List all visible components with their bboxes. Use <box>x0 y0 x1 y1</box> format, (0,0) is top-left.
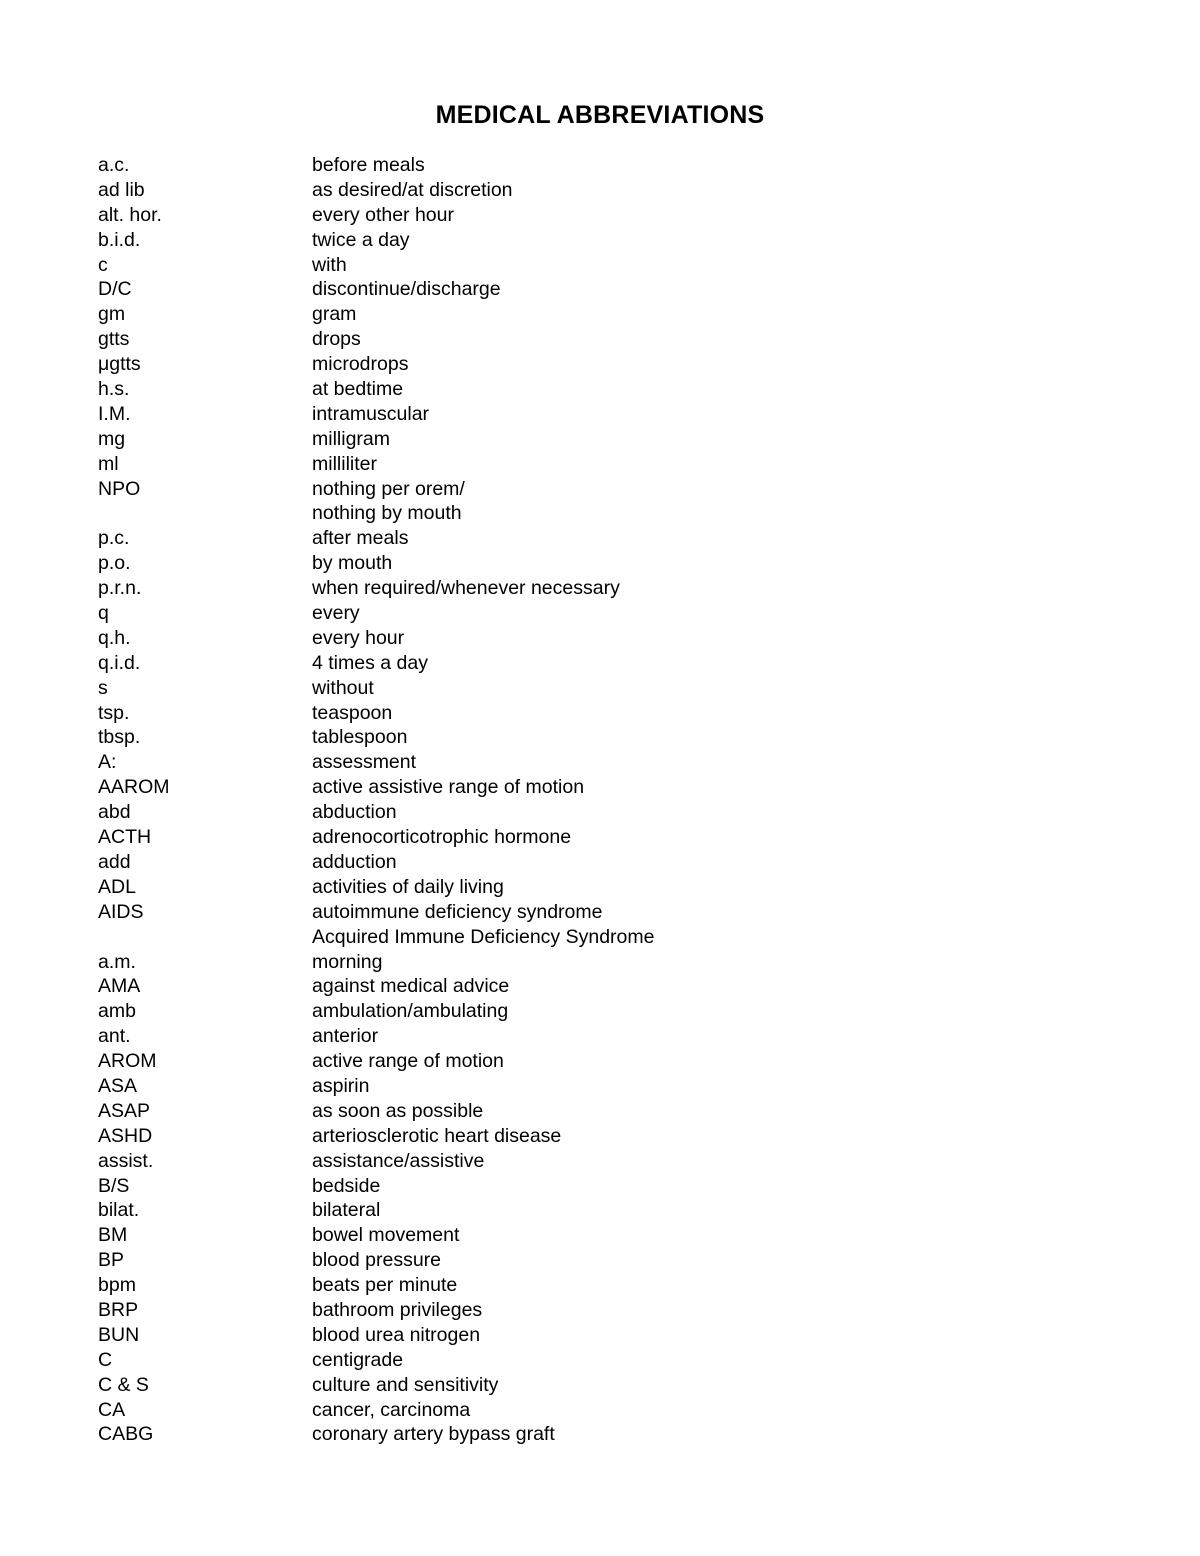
abbreviation-row <box>98 626 1098 651</box>
abbreviation-term <box>98 501 312 526</box>
page-title: MEDICAL ABBREVIATIONS <box>435 101 765 129</box>
abbreviation-term: AIDS <box>98 900 144 923</box>
abbreviation-row <box>98 1074 1098 1099</box>
abbreviation-definition: intramuscular <box>312 402 430 425</box>
abbreviation-definition: morning <box>312 950 383 973</box>
abbreviation-row <box>98 1298 1098 1323</box>
abbreviation-row <box>98 676 1098 701</box>
abbreviation-row <box>98 327 1098 352</box>
abbreviation-definition: as desired/at discretion <box>312 178 513 201</box>
abbreviation-term: assist. <box>98 1149 154 1172</box>
abbreviation-definition: tablespoon <box>312 726 408 749</box>
abbreviation-definition: milligram <box>312 427 390 450</box>
abbreviation-definition: drops <box>312 328 361 351</box>
abbreviation-row <box>98 1124 1098 1149</box>
abbreviation-term: mg <box>98 427 126 450</box>
abbreviation-definition: every hour <box>312 626 405 649</box>
abbreviation-row <box>98 1373 1098 1398</box>
abbreviation-term: C <box>98 1348 113 1371</box>
abbreviation-row <box>98 178 1098 203</box>
abbreviation-term: ASAP <box>98 1099 151 1122</box>
abbreviation-row <box>98 800 1098 825</box>
abbreviation-term: s <box>98 676 108 699</box>
abbreviation-term: bilat. <box>98 1199 140 1222</box>
abbreviation-row <box>98 501 1098 526</box>
abbreviation-term: tbsp. <box>98 726 141 749</box>
abbreviation-term: p.r.n. <box>98 577 142 600</box>
abbreviation-definition: at bedtime <box>312 378 404 401</box>
abbreviation-definition: anterior <box>312 1025 379 1048</box>
abbreviation-term: abd <box>98 801 131 824</box>
abbreviation-row <box>98 1348 1098 1373</box>
abbreviation-term: alt. hor. <box>98 203 162 226</box>
abbreviation-term: b.i.d. <box>98 228 141 251</box>
abbreviation-term: μgtts <box>98 353 141 376</box>
abbreviation-definition: when required/whenever necessary <box>312 577 620 600</box>
abbreviation-row <box>98 402 1098 427</box>
abbreviation-row <box>98 253 1098 278</box>
abbreviation-definition: centigrade <box>312 1348 404 1371</box>
abbreviation-row <box>98 1099 1098 1124</box>
abbreviation-term: a.m. <box>98 950 136 973</box>
abbreviation-row <box>98 302 1098 327</box>
abbreviation-definition: Acquired Immune Deficiency Syndrome <box>312 925 655 948</box>
abbreviation-row <box>98 1248 1098 1273</box>
abbreviation-row <box>98 153 1098 178</box>
abbreviation-term: c <box>98 253 108 276</box>
abbreviation-row <box>98 228 1098 253</box>
abbreviation-row <box>98 203 1098 228</box>
abbreviation-row <box>98 1024 1098 1049</box>
abbreviation-definition: abduction <box>312 801 397 824</box>
abbreviation-definition: gram <box>312 303 357 326</box>
abbreviation-term: ml <box>98 452 119 475</box>
abbreviation-definition: arteriosclerotic heart disease <box>312 1124 562 1147</box>
abbreviation-row <box>98 477 1098 502</box>
abbreviation-term: add <box>98 850 131 873</box>
abbreviation-row <box>98 725 1098 750</box>
abbreviation-term <box>98 925 312 950</box>
abbreviation-definition: twice a day <box>312 228 410 251</box>
abbreviation-term: CA <box>98 1398 126 1421</box>
abbreviation-row <box>98 701 1098 726</box>
abbreviation-row <box>98 1323 1098 1348</box>
abbreviation-definition: bilateral <box>312 1199 381 1222</box>
abbreviation-term: p.c. <box>98 527 130 550</box>
abbreviation-definition: active range of motion <box>312 1050 504 1073</box>
abbreviation-row <box>98 1273 1098 1298</box>
abbreviation-term: h.s. <box>98 378 130 401</box>
abbreviation-term: CABG <box>98 1423 154 1446</box>
abbreviation-definition: 4 times a day <box>312 651 428 674</box>
abbreviation-term: ADL <box>98 875 136 898</box>
abbreviation-term: NPO <box>98 477 141 500</box>
abbreviation-row <box>98 352 1098 377</box>
abbreviation-definition: microdrops <box>312 353 409 376</box>
abbreviation-definition: every <box>312 602 360 625</box>
abbreviation-definition: assistance/assistive <box>312 1149 485 1172</box>
abbreviation-term: B/S <box>98 1174 130 1197</box>
abbreviation-term: p.o. <box>98 552 131 575</box>
abbreviation-definition: with <box>312 253 347 276</box>
abbreviation-term: q.h. <box>98 626 131 649</box>
abbreviation-row <box>98 601 1098 626</box>
abbreviation-definition: nothing per orem/ <box>312 477 465 500</box>
abbreviation-term: gtts <box>98 328 130 351</box>
abbreviation-definition: bedside <box>312 1174 381 1197</box>
abbreviation-definition: activities of daily living <box>312 875 504 898</box>
abbreviation-definition: ambulation/ambulating <box>312 1000 509 1023</box>
abbreviation-term: BRP <box>98 1298 139 1321</box>
abbreviation-definition: as soon as possible <box>312 1099 484 1122</box>
abbreviation-row <box>98 277 1098 302</box>
abbreviation-definition: by mouth <box>312 552 393 575</box>
abbreviation-row <box>98 974 1098 999</box>
abbreviation-row <box>98 576 1098 601</box>
abbreviation-row <box>98 1149 1098 1174</box>
abbreviation-definition: without <box>312 676 374 699</box>
abbreviation-row <box>98 1174 1098 1199</box>
abbreviation-row <box>98 1223 1098 1248</box>
abbreviation-row <box>98 1049 1098 1074</box>
abbreviation-row <box>98 551 1098 576</box>
abbreviation-definition: blood pressure <box>312 1249 441 1272</box>
abbreviation-term: q.i.d. <box>98 651 141 674</box>
abbreviation-definition: active assistive range of motion <box>312 776 585 799</box>
abbreviation-term: ASA <box>98 1074 138 1097</box>
abbreviation-term: C & S <box>98 1373 149 1396</box>
abbreviation-term: BP <box>98 1249 125 1272</box>
abbreviation-row <box>98 526 1098 551</box>
abbreviation-term: q <box>98 602 109 625</box>
abbreviation-row <box>98 452 1098 477</box>
abbreviation-definition: teaspoon <box>312 701 393 724</box>
abbreviation-definition: aspirin <box>312 1074 370 1097</box>
abbreviation-row <box>98 1398 1098 1423</box>
abbreviation-definition: before meals <box>312 154 425 176</box>
abbreviation-term: ad lib <box>98 178 145 201</box>
abbreviation-definition: beats per minute <box>312 1274 458 1297</box>
abbreviation-definition: culture and sensitivity <box>312 1373 499 1396</box>
abbreviation-term: AAROM <box>98 776 170 799</box>
abbreviation-definition: adduction <box>312 850 397 873</box>
abbreviation-definition: nothing by mouth <box>312 502 462 525</box>
abbreviation-term: amb <box>98 1000 136 1023</box>
abbreviation-definition: assessment <box>312 751 417 774</box>
abbreviation-term: D/C <box>98 278 132 301</box>
abbreviation-term: ASHD <box>98 1124 153 1147</box>
abbreviation-row <box>98 925 1098 950</box>
abbreviation-definition: against medical advice <box>312 975 510 998</box>
abbreviation-term: bpm <box>98 1274 136 1297</box>
abbreviation-row <box>98 950 1098 975</box>
abbreviation-definition: bathroom privileges <box>312 1298 483 1321</box>
abbreviation-list <box>98 153 1098 1447</box>
abbreviation-definition: adrenocorticotrophic hormone <box>312 826 572 849</box>
abbreviation-term: BUN <box>98 1323 140 1346</box>
abbreviation-term: tsp. <box>98 701 130 724</box>
abbreviation-definition: after meals <box>312 527 409 550</box>
abbreviation-row <box>98 775 1098 800</box>
abbreviation-row <box>98 427 1098 452</box>
abbreviation-term: A: <box>98 751 117 774</box>
abbreviation-term: BM <box>98 1224 128 1247</box>
abbreviation-definition: every other hour <box>312 203 454 226</box>
abbreviation-definition: milliliter <box>312 452 377 475</box>
abbreviation-row <box>98 1198 1098 1223</box>
abbreviation-definition: cancer, carcinoma <box>312 1398 471 1421</box>
abbreviation-term: AMA <box>98 975 141 998</box>
abbreviation-row <box>98 900 1098 925</box>
abbreviation-term: I.M. <box>98 402 131 425</box>
abbreviation-definition: discontinue/discharge <box>312 278 501 301</box>
abbreviation-term: ACTH <box>98 826 152 849</box>
abbreviation-row <box>98 750 1098 775</box>
abbreviation-row <box>98 875 1098 900</box>
abbreviation-row <box>98 999 1098 1024</box>
abbreviation-term: a.c. <box>98 154 130 176</box>
abbreviation-row <box>98 377 1098 402</box>
abbreviation-row <box>98 1422 1098 1447</box>
abbreviation-term: gm <box>98 303 126 326</box>
abbreviation-term: ant. <box>98 1025 131 1048</box>
abbreviation-row <box>98 850 1098 875</box>
abbreviation-term: AROM <box>98 1050 157 1073</box>
abbreviation-row <box>98 651 1098 676</box>
abbreviation-definition: coronary artery bypass graft <box>312 1423 555 1446</box>
abbreviation-definition: autoimmune deficiency syndrome <box>312 900 603 923</box>
abbreviation-definition: blood urea nitrogen <box>312 1323 481 1346</box>
abbreviation-definition: bowel movement <box>312 1224 460 1247</box>
abbreviation-row <box>98 825 1098 850</box>
